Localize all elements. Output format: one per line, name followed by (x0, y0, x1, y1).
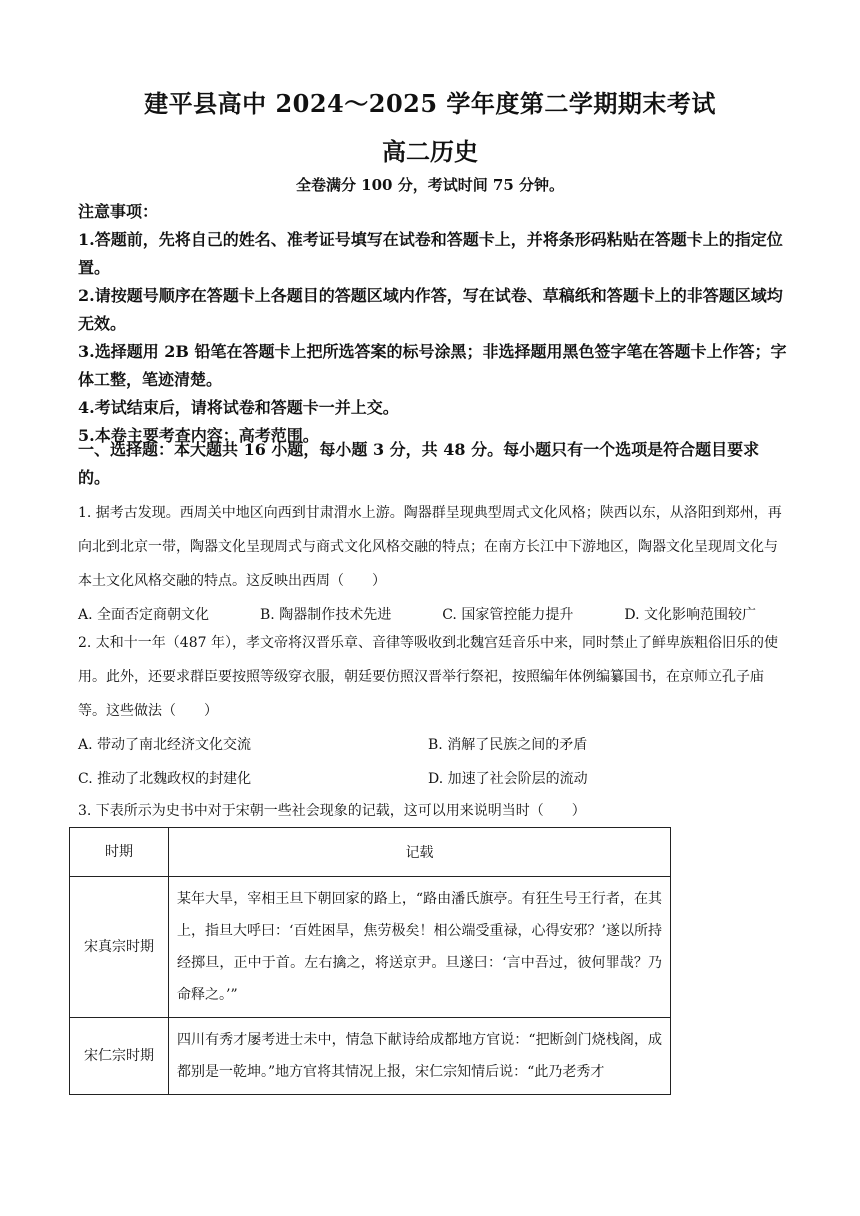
option-a[interactable]: A. 全面否定商朝文化 (78, 607, 210, 623)
notes-heading: 注意事项： (78, 202, 159, 221)
note-item: 4.考试结束后，请将试卷和答题卡一并上交。 (78, 398, 399, 417)
row-period: 宋真宗时期 (70, 877, 169, 1018)
question-2 (78, 626, 788, 796)
note-item: 5.本卷主要考查内容：高考范围。 (78, 426, 319, 445)
option-c[interactable]: C. 推动了北魏政权的封建化 (78, 771, 252, 787)
notes-block (78, 198, 788, 450)
header-period: 时期 (70, 828, 169, 877)
exam-info: 全卷满分 100 分，考试时间 75 分钟。 (295, 176, 565, 194)
question-stem: 1. 据考古发现。西周关中地区向西到甘肃渭水上游。陶器群呈现典型周式文化风格；陕西以东，从洛阳到郑州，再向北到北京一带，陶器文化呈现周式与商式文化风格交融的特点；在南方长江中下游地区，陶器文化呈现周文化与本土文化风格交融的特点。这反映出西周（ ） (78, 505, 782, 589)
question-3 (78, 794, 788, 828)
option-a[interactable]: A. 带动了南北经济文化交流 (78, 737, 252, 753)
note-item: 2.请按题号顺序在答题卡上各题目的答题区域内作答，写在试卷、草稿纸和答题卡上的非答题区域均无效。 (78, 286, 783, 333)
row-record: 四川有秀才屡考进士未中，情急下献诗给成都地方官说：“把断剑门烧栈阁，成都别是一乾坤。”地方官将其情况上报，宋仁宗知情后说：“此乃老秀才 (169, 1018, 671, 1095)
table-row (70, 877, 671, 1018)
row-period: 宋仁宗时期 (70, 1018, 169, 1095)
question-1 (78, 496, 788, 632)
option-c[interactable]: C. 国家管控能力提升 (442, 607, 574, 623)
header-record: 记载 (169, 828, 671, 877)
note-item: 1.答题前，先将自己的姓名、准考证号填写在试卷和答题卡上，并将条形码粘贴在答题卡上的指定位置。 (78, 230, 783, 277)
note-item: 3.选择题用 2B 铅笔在答题卡上把所选答案的标号涂黑；非选择题用黑色签字笔在答题卡上作答；字体工整，笔迹清楚。 (78, 342, 787, 389)
table-header-row (70, 828, 671, 877)
table-row (70, 1018, 671, 1095)
record-table (69, 827, 671, 1095)
question-stem: 3. 下表所示为史书中对于宋朝一些社会现象的记载，这可以用来说明当时（ ） (78, 803, 586, 819)
exam-title: 建平县高中 2024～2025 学年度第二学期期末考试 (144, 89, 716, 118)
option-b[interactable]: B. 消解了民族之间的矛盾 (428, 737, 588, 753)
option-d[interactable]: D. 文化影响范围较广 (624, 607, 756, 623)
question-stem: 2. 太和十一年（487 年），孝文帝将汉晋乐章、音律等吸收到北魏宫廷音乐中来，同时禁止了鲜卑族粗俗旧乐的使用。此外，还要求群臣要按照等级穿衣服，朝廷要仿照汉晋举行祭祀，按照编年体例编纂国书，在京师立孔子庙等。这些做法（ ） (78, 635, 778, 719)
option-d[interactable]: D. 加速了社会阶层的流动 (428, 771, 588, 787)
exam-subject: 高二历史 (382, 137, 478, 166)
option-list (78, 728, 788, 796)
section-heading: 一、选择题：本大题共 16 小题，每小题 3 分，共 48 分。每小题只有一个选项是符合题目要求的。 (78, 440, 760, 487)
option-b[interactable]: B. 陶器制作技术先进 (260, 607, 392, 623)
row-record: 某年大旱，宰相王旦下朝回家的路上，“路由潘氏旗亭。有狂生号王行者，在其上，指旦大呼曰：‘百姓困旱，焦劳极矣！相公端受重禄，心得安邪？’遂以所持经掷旦，正中于首。左右擒之，将送京尹。旦遂曰：‘言中吾过，彼何罪哉？乃命释之。’” (169, 877, 671, 1018)
